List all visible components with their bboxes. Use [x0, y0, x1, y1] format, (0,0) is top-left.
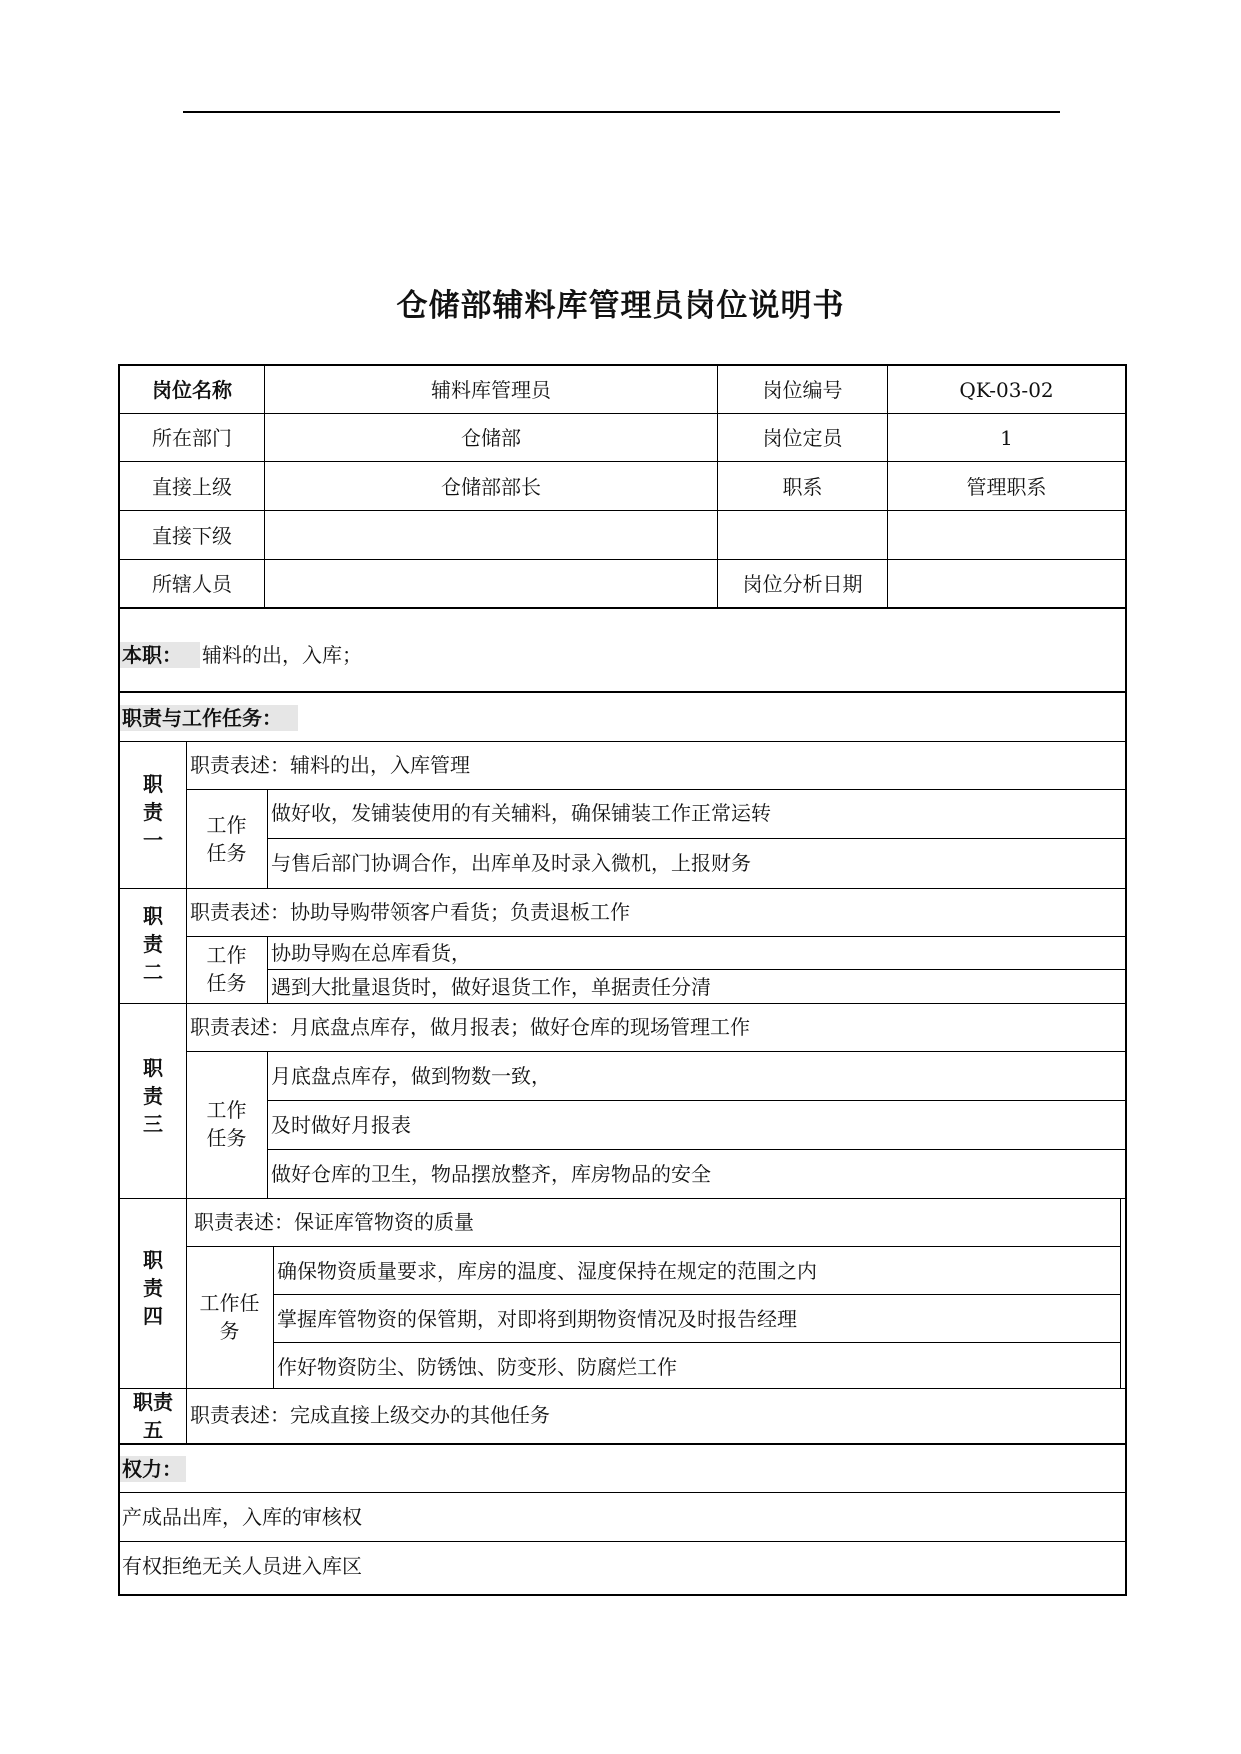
duty-4-task-2: 掌握库管物资的保管期，对即将到期物资情况及时报告经理	[277, 1307, 797, 1331]
superior-label: 直接上级	[152, 475, 232, 499]
dept-label: 所在部门	[152, 426, 232, 450]
job-description-table	[118, 364, 1127, 1596]
duty-1-task-1: 做好收，发铺装使用的有关辅料，确保铺装工作正常运转	[271, 801, 771, 825]
staff-label: 所辖人员	[152, 572, 232, 596]
duty-1-task-2: 与售后部门协调合作，出库单及时录入微机，上报财务	[271, 851, 751, 875]
duty-1-task-label: 工作 任务	[206, 813, 247, 865]
duty-4-task-3: 作好物资防尘、防锈蚀、防变形、防腐烂工作	[277, 1355, 677, 1379]
authority-item-1: 产成品出库，入库的审核权	[122, 1505, 362, 1529]
duty-3-task-1: 月底盘点库存，做到物数一致，	[271, 1064, 551, 1088]
duty-2-task-2: 遇到大批量退货时，做好退货工作，单据责任分清	[271, 975, 711, 999]
post-name-label: 岗位名称	[152, 378, 232, 402]
quota-value: 1	[1000, 426, 1013, 450]
superior-value: 仓储部部长	[441, 475, 541, 499]
post-name-value: 辅料库管理员	[431, 378, 551, 402]
duty-3-label: 职 责 三	[143, 1056, 163, 1136]
series-label: 职系	[782, 475, 823, 499]
duty-3-task-2: 及时做好月报表	[271, 1113, 411, 1137]
main-duty-text: 辅料的出，入库；	[202, 643, 362, 667]
post-code-value: QK-03-02	[959, 378, 1054, 402]
duty-1-label: 职 责 一	[143, 772, 163, 852]
series-value: 管理职系	[966, 475, 1047, 499]
document-title: 仓储部辅料库管理员岗位说明书	[396, 288, 845, 324]
main-duty-label: 本职：	[122, 643, 182, 667]
analysis-date-label: 岗位分析日期	[742, 572, 863, 596]
duty-2-desc: 职责表述：协助导购带领客户看货；负责退板工作	[190, 900, 630, 924]
duty-3-task-label: 工作 任务	[206, 1098, 247, 1150]
header-rule	[183, 111, 1060, 113]
dept-value: 仓储部	[461, 426, 521, 450]
duty-2-label: 职 责 二	[143, 904, 163, 984]
authority-label: 权力：	[122, 1457, 182, 1481]
duties-header: 职责与工作任务：	[122, 706, 282, 730]
duty-5-label: 职责 五	[133, 1390, 173, 1442]
quota-label: 岗位定员	[762, 426, 843, 450]
duty-3-desc: 职责表述：月底盘点库存，做月报表；做好仓库的现场管理工作	[190, 1015, 750, 1039]
duty-4-desc: 职责表述：保证库管物资的质量	[194, 1210, 474, 1234]
duty-1-desc: 职责表述：辅料的出，入库管理	[190, 753, 470, 777]
duty-4-label: 职 责 四	[143, 1248, 163, 1328]
duty-5-desc: 职责表述：完成直接上级交办的其他任务	[190, 1403, 550, 1427]
duty-4-task-label: 工作任 务	[199, 1291, 260, 1343]
post-code-label: 岗位编号	[762, 378, 843, 402]
duty-3-task-3: 做好仓库的卫生，物品摆放整齐，库房物品的安全	[271, 1162, 711, 1186]
duty-2-task-1: 协助导购在总库看货，	[271, 941, 471, 965]
duty-4-task-1: 确保物资质量要求，库房的温度、湿度保持在规定的范围之内	[277, 1259, 817, 1283]
authority-item-2: 有权拒绝无关人员进入库区	[122, 1554, 362, 1578]
subordinate-label: 直接下级	[152, 524, 232, 548]
duty-2-task-label: 工作 任务	[206, 943, 247, 995]
